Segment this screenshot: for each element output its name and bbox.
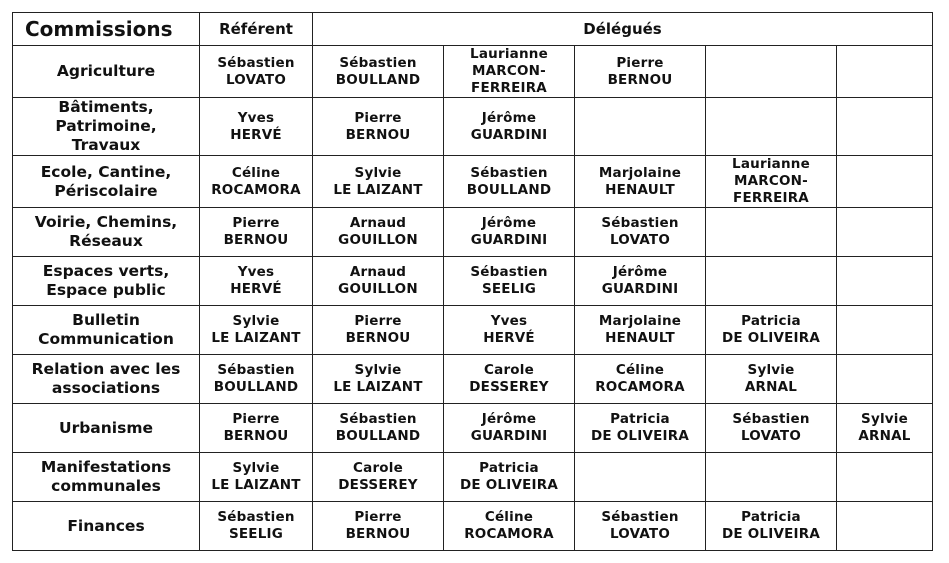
- person-last-name: LE LAIZANT: [333, 379, 423, 395]
- delegue-cell: [837, 404, 933, 453]
- commission-name-line: Périscolaire: [54, 181, 158, 200]
- person-last-name: HERVÉ: [483, 330, 535, 346]
- referent-cell: [200, 355, 313, 404]
- delegue-cell: [706, 208, 837, 257]
- person-first-name: Marjolaine: [598, 313, 682, 329]
- delegue-cell: [313, 306, 444, 355]
- commission-name: [13, 156, 200, 208]
- delegue-cell: [444, 257, 575, 306]
- delegue-cell: [313, 355, 444, 404]
- delegue-cell: [444, 306, 575, 355]
- delegue-cell: [444, 156, 575, 208]
- person-last-name: SEELIG: [228, 526, 284, 542]
- person-first-name: Pierre: [232, 411, 280, 427]
- delegue-cell: [313, 98, 444, 156]
- person-first-name: Carole: [353, 460, 403, 476]
- delegue-cell: [575, 98, 706, 156]
- commission-name: [13, 453, 200, 502]
- referent-cell: [200, 156, 313, 208]
- referent-cell: [200, 257, 313, 306]
- person-first-name: Jérôme: [612, 264, 668, 280]
- delegue-cell: [837, 156, 933, 208]
- person-first-name: Sébastien: [470, 164, 548, 181]
- person-last-name: LE LAIZANT: [211, 477, 301, 493]
- commission-name-line: Espace public: [46, 281, 166, 299]
- delegue-cell: [313, 453, 444, 502]
- commission-name: [13, 306, 200, 355]
- person-first-name: Sébastien: [217, 362, 295, 378]
- commissions-table: [12, 12, 933, 551]
- delegue-cell: [837, 306, 933, 355]
- person-first-name: Pierre: [232, 215, 280, 231]
- delegue-cell: [575, 502, 706, 551]
- table-row: [13, 156, 933, 208]
- person-last-name-part: FERREIRA: [471, 80, 547, 96]
- commission-name-line: Manifestations: [40, 458, 172, 476]
- delegue-cell: [313, 156, 444, 208]
- delegue-cell: [706, 404, 837, 453]
- person-last-name: DE OLIVEIRA: [591, 428, 689, 444]
- person-first-name: Laurianne: [732, 156, 810, 172]
- table-body: [13, 46, 933, 551]
- person-first-name: Yves: [237, 109, 275, 126]
- delegue-cell: [706, 257, 837, 306]
- delegue-cell: [575, 208, 706, 257]
- delegue-cell: [444, 46, 575, 98]
- person-first-name: Yves: [490, 313, 528, 329]
- delegue-cell: [313, 502, 444, 551]
- person-last-name: GOUILLON: [338, 232, 418, 248]
- header-row: [13, 13, 933, 46]
- delegue-cell: [444, 208, 575, 257]
- commission-name-line: Patrimoine,: [55, 117, 157, 135]
- person-last-name: SEELIG: [481, 281, 537, 297]
- person-last-name: HERVÉ: [230, 281, 282, 297]
- commission-name-line: Réseaux: [69, 232, 143, 250]
- commission-name-line: Bulletin: [72, 311, 140, 329]
- delegue-cell: [444, 502, 575, 551]
- person-first-name: Sébastien: [217, 54, 295, 71]
- table-row: [13, 306, 933, 355]
- person-first-name: Patricia: [741, 509, 801, 525]
- delegue-cell: [837, 355, 933, 404]
- person-first-name: Sylvie: [354, 164, 402, 181]
- person-last-name: HENAULT: [605, 181, 675, 198]
- person-first-name: Sylvie: [354, 362, 402, 378]
- person-first-name: Jérôme: [481, 215, 537, 231]
- table-row: [13, 404, 933, 453]
- delegue-cell: [837, 46, 933, 98]
- commission-name: Urbanisme: [13, 404, 200, 453]
- delegue-cell: [706, 306, 837, 355]
- delegue-cell: [575, 355, 706, 404]
- person-last-name: LOVATO: [225, 71, 287, 88]
- person-last-name: BOULLAND: [466, 181, 552, 198]
- commission-name: [13, 208, 200, 257]
- person-last-name: BOULLAND: [213, 379, 299, 395]
- person-last-name: ROCAMORA: [464, 526, 554, 542]
- table-row: [13, 453, 933, 502]
- delegue-cell: [313, 208, 444, 257]
- person-first-name: Sylvie: [232, 313, 280, 329]
- person-first-name: Sébastien: [601, 215, 679, 231]
- delegue-cell: [706, 453, 837, 502]
- person-first-name: Pierre: [354, 509, 402, 525]
- commission-name-line: Espaces verts,: [42, 262, 170, 280]
- person-last-name: ARNAL: [744, 379, 798, 395]
- person-last-name: LOVATO: [609, 526, 671, 542]
- delegue-cell: [313, 46, 444, 98]
- person-first-name: Sylvie: [232, 460, 280, 476]
- commission-name-line: Ecole, Cantine,: [40, 162, 172, 181]
- delegue-cell: [575, 453, 706, 502]
- person-first-name: Sébastien: [339, 54, 417, 71]
- person-last-name: GUARDINI: [470, 232, 548, 248]
- person-last-name: BERNOU: [345, 526, 411, 542]
- person-last-name: BERNOU: [345, 126, 411, 143]
- commission-name: Agriculture: [13, 46, 200, 98]
- person-first-name: Patricia: [741, 313, 801, 329]
- person-last-name: ARNAL: [858, 428, 911, 444]
- delegue-cell: [706, 156, 837, 208]
- person-first-name: Sébastien: [339, 411, 417, 427]
- person-first-name: Arnaud: [349, 264, 407, 280]
- header-referent: Référent: [200, 13, 313, 46]
- header-commissions: Commissions: [13, 13, 200, 46]
- person-last-name: GUARDINI: [470, 428, 548, 444]
- person-first-name: Sylvie: [747, 362, 795, 378]
- person-last-name: LOVATO: [609, 232, 671, 248]
- person-first-name: Laurianne: [470, 46, 548, 62]
- person-first-name: Yves: [237, 264, 275, 280]
- referent-cell: [200, 98, 313, 156]
- delegue-cell: [706, 46, 837, 98]
- commission-name-line: Relation avec les: [31, 360, 181, 378]
- person-first-name: Céline: [231, 164, 281, 181]
- referent-cell: [200, 306, 313, 355]
- referent-cell: [200, 453, 313, 502]
- referent-cell: [200, 404, 313, 453]
- commission-name-line: communales: [51, 477, 161, 495]
- delegue-cell: [706, 355, 837, 404]
- person-last-name: BERNOU: [223, 428, 289, 444]
- person-first-name: Carole: [484, 362, 534, 378]
- delegue-cell: [444, 404, 575, 453]
- commission-name-line: associations: [51, 379, 161, 397]
- person-first-name: Sébastien: [732, 411, 810, 427]
- person-last-name: ROCAMORA: [595, 379, 685, 395]
- table-row: [13, 208, 933, 257]
- person-first-name: Pierre: [616, 54, 664, 71]
- delegue-cell: [444, 98, 575, 156]
- person-last-name-part: MARCON-: [472, 63, 546, 79]
- delegue-cell: [837, 257, 933, 306]
- delegue-cell: [837, 502, 933, 551]
- person-first-name: Jérôme: [481, 411, 537, 427]
- table-row: [13, 98, 933, 156]
- person-first-name: Céline: [615, 362, 665, 378]
- referent-cell: [200, 208, 313, 257]
- person-first-name: Patricia: [610, 411, 670, 427]
- person-last-name: DE OLIVEIRA: [722, 526, 820, 542]
- delegue-cell: [444, 453, 575, 502]
- person-first-name: Patricia: [479, 460, 539, 476]
- delegue-cell: [837, 208, 933, 257]
- person-last-name: BOULLAND: [335, 428, 421, 444]
- person-first-name: Sébastien: [217, 509, 295, 525]
- person-last-name: ROCAMORA: [211, 181, 301, 198]
- person-last-name: GOUILLON: [338, 281, 418, 297]
- person-last-name: GUARDINI: [601, 281, 679, 297]
- delegue-cell: [706, 502, 837, 551]
- person-last-name: BERNOU: [223, 232, 289, 248]
- person-first-name: Marjolaine: [598, 164, 682, 181]
- header-delegues: Délégués: [313, 13, 933, 46]
- delegue-cell: [575, 156, 706, 208]
- delegue-cell: [837, 453, 933, 502]
- commission-name: Finances: [13, 502, 200, 551]
- person-last-name: DESSEREY: [469, 379, 549, 395]
- commission-name-line: Travaux: [71, 136, 141, 154]
- person-last-name: DE OLIVEIRA: [722, 330, 820, 346]
- person-last-name: LE LAIZANT: [333, 181, 423, 198]
- commission-name: [13, 355, 200, 404]
- delegue-cell: [313, 404, 444, 453]
- commission-name-line: Bâtiments,: [58, 98, 154, 116]
- referent-cell: [200, 502, 313, 551]
- commission-name-line: Voirie, Chemins,: [34, 213, 178, 231]
- person-last-name: DESSEREY: [338, 477, 418, 493]
- person-last-name: LE LAIZANT: [211, 330, 301, 346]
- delegue-cell: [313, 257, 444, 306]
- person-last-name: LOVATO: [740, 428, 802, 444]
- delegue-cell: [575, 306, 706, 355]
- table-row: [13, 257, 933, 306]
- delegue-cell: [575, 46, 706, 98]
- delegue-cell: [706, 98, 837, 156]
- delegue-cell: [837, 98, 933, 156]
- commission-name-line: Communication: [38, 330, 174, 348]
- person-first-name: Sébastien: [470, 264, 548, 280]
- delegue-cell: [444, 355, 575, 404]
- person-last-name: DE OLIVEIRA: [460, 477, 558, 493]
- table-row: [13, 46, 933, 98]
- table-row: [13, 355, 933, 404]
- person-last-name: BERNOU: [345, 330, 411, 346]
- person-last-name-part: MARCON-: [734, 173, 808, 189]
- referent-cell: [200, 46, 313, 98]
- person-last-name: HERVÉ: [230, 126, 282, 143]
- commission-name: [13, 257, 200, 306]
- person-last-name: GUARDINI: [470, 126, 548, 143]
- person-first-name: Jérôme: [481, 109, 537, 126]
- delegue-cell: [575, 404, 706, 453]
- person-last-name: BOULLAND: [335, 71, 421, 88]
- person-first-name: Sébastien: [601, 509, 679, 525]
- person-first-name: Pierre: [354, 109, 402, 126]
- person-first-name: Sylvie: [861, 411, 908, 427]
- person-last-name: HENAULT: [605, 330, 675, 346]
- person-first-name: Céline: [484, 509, 534, 525]
- person-first-name: Arnaud: [349, 215, 407, 231]
- person-first-name: Pierre: [354, 313, 402, 329]
- person-last-name-part: FERREIRA: [733, 190, 809, 206]
- table-row: [13, 502, 933, 551]
- commission-name: [13, 98, 200, 156]
- delegue-cell: [575, 257, 706, 306]
- person-last-name: BERNOU: [607, 71, 673, 88]
